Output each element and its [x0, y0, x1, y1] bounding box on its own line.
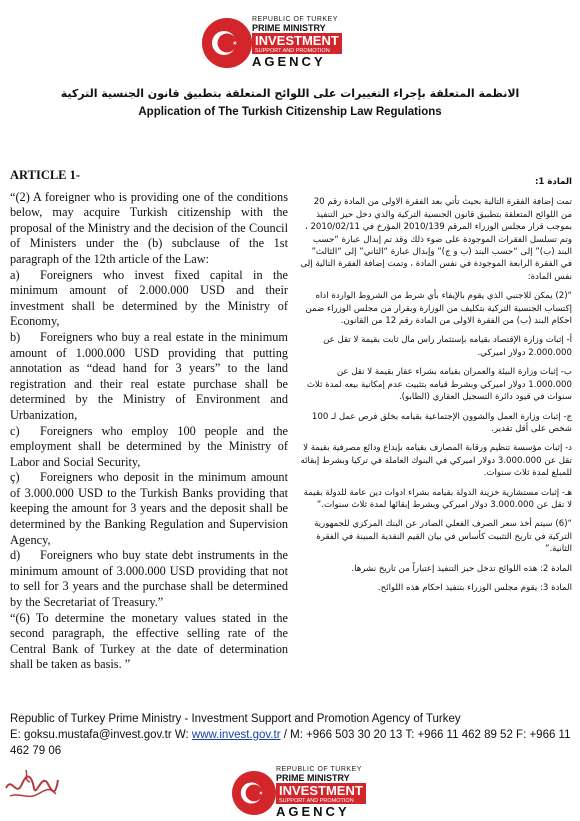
crescent-star-emblem-icon	[232, 771, 276, 815]
closing-paragraph: “(6) To determine the monetary values stated in the second paragraph, the effective selling rate of the Central Bank of Turkey at the date of determination shall be taken as basis. ”	[10, 610, 288, 672]
footer-email: E: goksu.mustafa@invest.gov.tr W:	[10, 728, 192, 741]
list-item: c) Foreigners who employ 100 people and the employment shall be determined by the Ministry of Labor and Social Security,	[10, 423, 288, 469]
logo-line5: AGENCY	[252, 54, 326, 69]
arabic-paragraph: د- إثبات مؤسسة تنظيم ورقابة المصارف بقيامه بإيداع ودائع مصرفية بقيمة لا تقل عن 3.000.000 دولار اميركي في البنوك العاملة في تركيا وبشرط إبقائه للمبلغ لمدة ثلاث سنوات.	[300, 443, 572, 479]
arabic-article-heading: المادة 1:	[534, 177, 572, 187]
english-title: Application of The Turkish Citizenship Law Regulations	[138, 106, 442, 118]
arabic-paragraph: المادة 2: هذه اللوائح تدخل حيز التنفيذ إعتباراً من تاريخ نشرها.	[351, 563, 572, 574]
agency-logo-top	[202, 14, 348, 71]
handwritten-signature-icon	[2, 758, 60, 806]
arabic-paragraph: أ- إثبات وزارة الإقتصاد بقيامه بإستثمار راس مال ثابت بقيمة لا تقل عن 2.000.000 دولار اميركي.	[323, 335, 572, 358]
arabic-paragraph: “(2) يمكن للاجنبي الذي يقوم بالإيفاء بأي شرط من الشروط الواردة اداه إكتساب الجنسية التركية بتكليف من الوزارة وبقرار من مجلس الوزراء ضمن احكام البند (ب) من الفقرة الاولى من المادة رقم 12 من القانون.	[305, 291, 572, 327]
arabic-paragraph: المادة 3: يقوم مجلس الوزراء بتنفيذ احكام هذه اللوائح.	[377, 582, 572, 593]
arabic-paragraph: هـ- إثبات مستشارية خزينة الدولة بقيامه بشراء ادوات دين عامة للدولة بقيمة لا تقل عن 3.000.000 دولار اميركي وبشرط إبقائها لمدة ثلاث سنوات.”	[303, 487, 572, 510]
list-item: a) Foreigners who invest fixed capital in the minimum amount of 2.000.000 USD and their investment shall be determined by the Ministry of Economy,	[10, 267, 288, 329]
arabic-paragraph: “(6) سيتم أخذ سعر الصرف الفعلي الصادر عن البنك المركزي للجمهورية التركية في تاريخ التثبيت كأساس في بيان القيم النقدية المبينة في الفقرة الثانية.”	[314, 519, 572, 555]
footer-contact-line	[10, 728, 572, 760]
arabic-paragraph: ج- إثبات وزارة العمل والشوون الإجتماعية بقيامه بخلق فرص عمل لـ 100 شخص على أقل تقدير.	[311, 411, 572, 434]
footer-agency-line: Republic of Turkey Prime Ministry - Investment Support and Promotion Agency of Turkey	[10, 713, 461, 725]
logo-line1: REPUBLIC OF TURKEY	[276, 766, 362, 773]
footer-phones: / M: +966 503 30 20 13 T: +966 11 462 89 52 F: +966 11 462 79 06	[10, 728, 571, 757]
logo-line4: SUPPORT AND PROMOTION	[276, 798, 366, 804]
logo-line2: PRIME MINISTRY	[252, 23, 326, 33]
list-item: d) Foreigners who buy state debt instruments in the minimum amount of 3.000.000 USD providing that not to sell for 3 years and the purchase shall be determined by the Secretariat of Treasury.”	[10, 548, 288, 610]
arabic-paragraph: تمت إضافة الفقرة التالية بحيث تأتي بعد الفقرة الاولى من المادة رقم 20 من اللوائح المتعلقة بتطبيق قانون الجنسية التركية والذي دخل حيز التنفيذ بموجب قرار مجلس الوزراء المرقم 2010/139 المؤرخ في 2010/02/11 ، وتم تسلسل الفقرات الموجودة على ضوء ذلك وقد تم إبدال عبارة “حسب البند (ب)” إلى “حسب البند (ب و ج)” وإبدال عبارة “الثاني” إلى “الثالث” في الفقرة الرابعة الموجودة في نفس المادة ، وتمت إضافة الفقرة التالية إلى نفس المادة:	[300, 197, 572, 282]
english-column	[10, 168, 288, 673]
arabic-paragraph: ب- إثبات وزارة البيئة والعمران بقيامه بشراء عقار بقيمة لا تقل عن 1.000.000 دولار اميركي وبشرط قيامه بتثبيت عدم إمكانية بيعه لمدة ثلاث سنوات في قيود دائرة التسجيل العقاري (الطابو).	[306, 367, 572, 403]
logo-line1: REPUBLIC OF TURKEY	[252, 16, 338, 23]
website-link[interactable]: www.invest.gov.tr	[191, 728, 281, 741]
article-heading: ARTICLE 1-	[10, 168, 81, 182]
list-item: ç) Foreigners who deposit in the minimum amount of 3.000.000 USD to the Turkish Banks providing that keeping the amount for 3 years and the deposit shall be determined by the Banking Regulation and Supervision Agency,	[10, 470, 288, 547]
logo-line5: AGENCY	[276, 804, 350, 819]
intro-paragraph: “(2) A foreigner who is providing one of the conditions below, may acquire Turkish citizenship with the proposal of the Ministry and the decision of the Council of Ministers under the (b) subclause of the 1st paragraph of the 12th article of the Law:	[10, 189, 288, 266]
agency-logo-bottom	[232, 764, 372, 821]
logo-line3: INVESTMENT	[252, 33, 342, 48]
list-item: b) Foreigners who buy a real estate in the minimum amount of 1.000.000 USD providing that putting annotation as “dead hand for 3 years” to the land registration and their real estate purchase shall be determined by the Ministry of Environment and Urbanization,	[10, 329, 288, 422]
arabic-title: الانظمة المتعلقة بإجراء التغييرات على اللوائح المتعلقة بتطبيق قانون الجنسية التركية	[60, 87, 520, 100]
logo-line4: SUPPORT AND PROMOTION	[252, 48, 342, 54]
arabic-column	[300, 176, 572, 601]
logo-line3: INVESTMENT	[276, 783, 366, 798]
crescent-star-emblem-icon	[202, 18, 252, 68]
footer-contact	[10, 712, 572, 759]
logo-line2: PRIME MINISTRY	[276, 773, 350, 783]
